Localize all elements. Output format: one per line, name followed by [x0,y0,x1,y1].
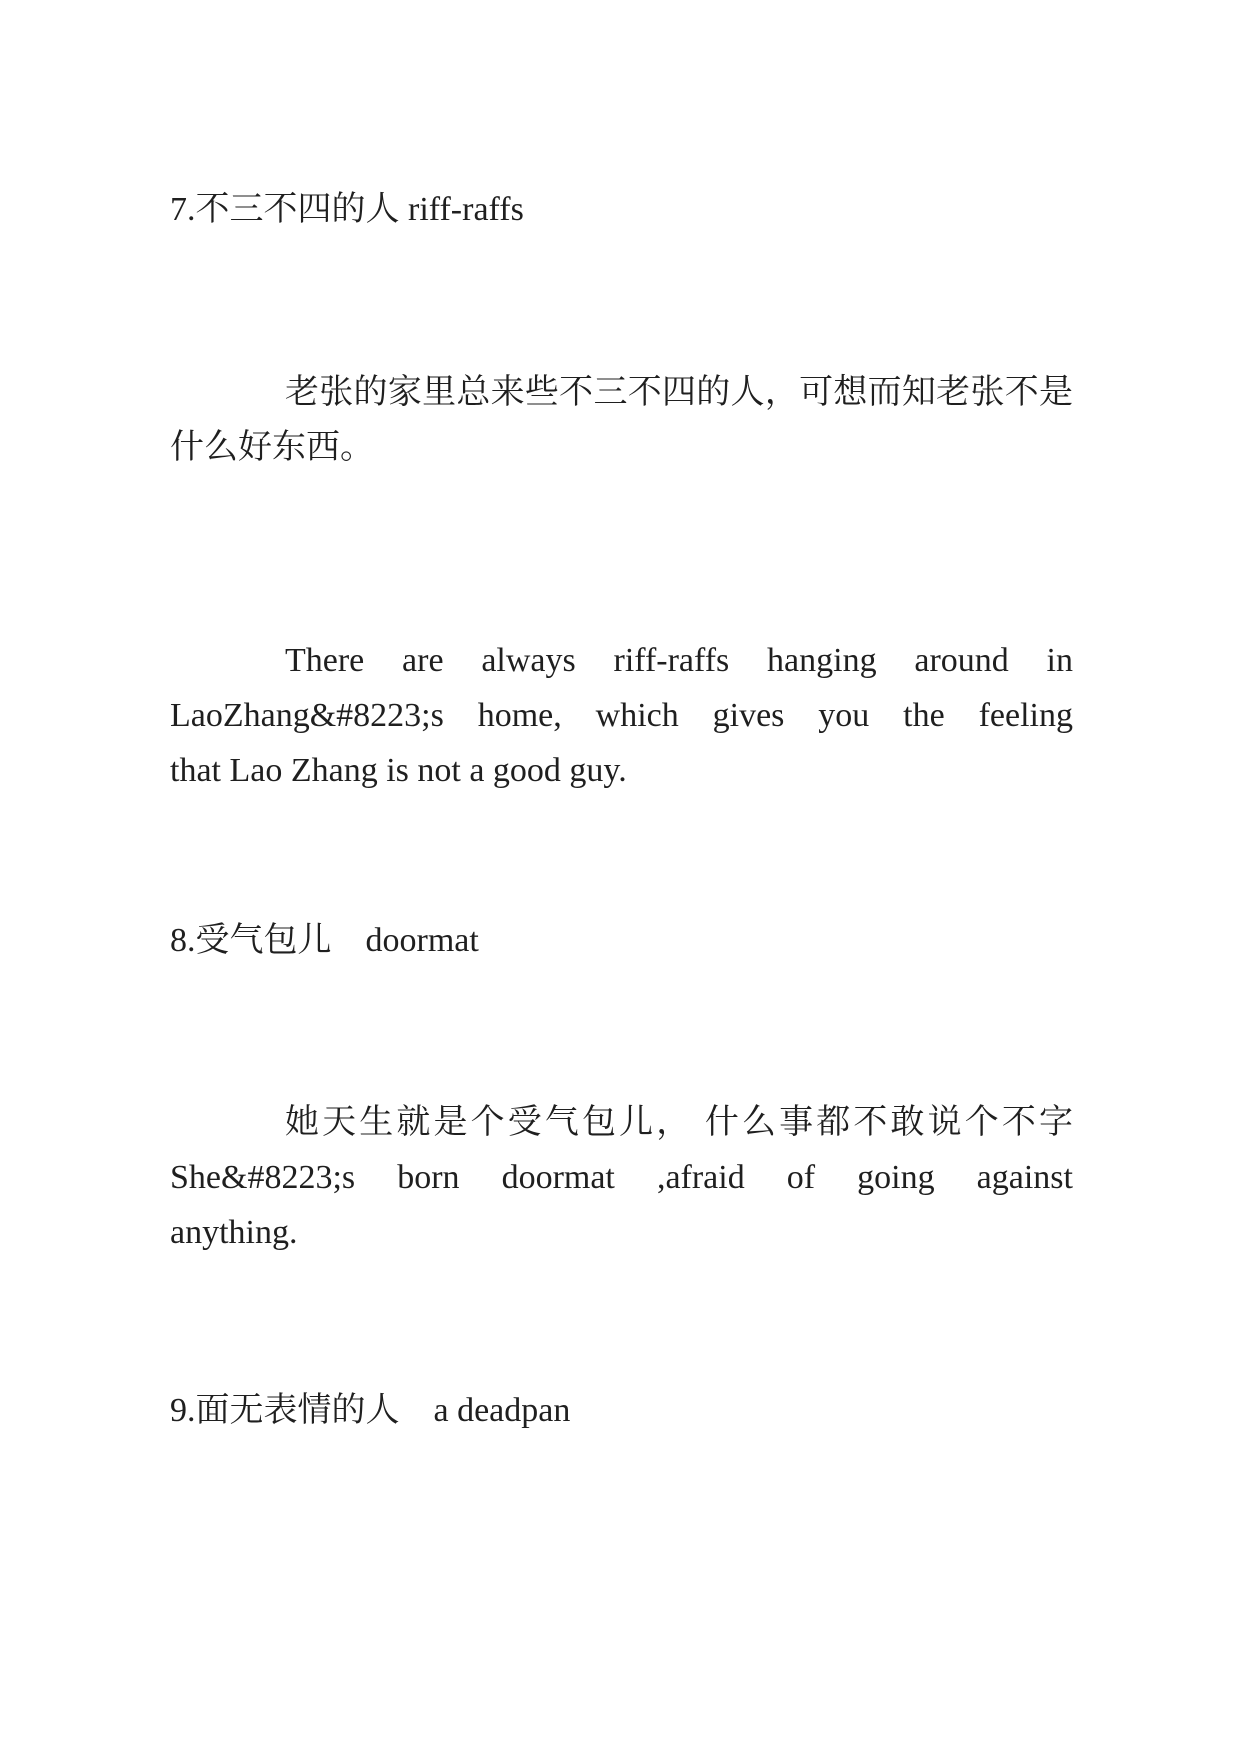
english-translation-line: There are always riff-raffs hanging around in [285,642,1073,679]
example-line: anything. [170,1214,298,1251]
example-line: She&#8223;s born doormat ,afraid of going against [170,1159,1073,1196]
english-translation-line: LaoZhang&#8223;s home, which gives you the feeling [170,697,1073,734]
entry-heading-7: 7.不三不四的人 riff-raffs [170,191,524,228]
chinese-example-line: 什么好东西。 [170,429,374,466]
english-translation-line: that Lao Zhang is not a good guy. [170,752,627,789]
entry-heading-8: 8.受气包儿 doormat [170,922,479,959]
example-line: 她天生就是个受气包儿， 什么事都不敢说个不字 [285,1104,1073,1141]
entry-7-chinese-example [170,365,1073,475]
entry-heading-9: 9.面无表情的人 a deadpan [170,1392,571,1429]
entry-7-english-translation [170,633,1073,798]
entry-8-example [170,1095,1073,1260]
chinese-example-line: 老张的家里总来些不三不四的人，可想而知老张不是 [285,374,1073,411]
